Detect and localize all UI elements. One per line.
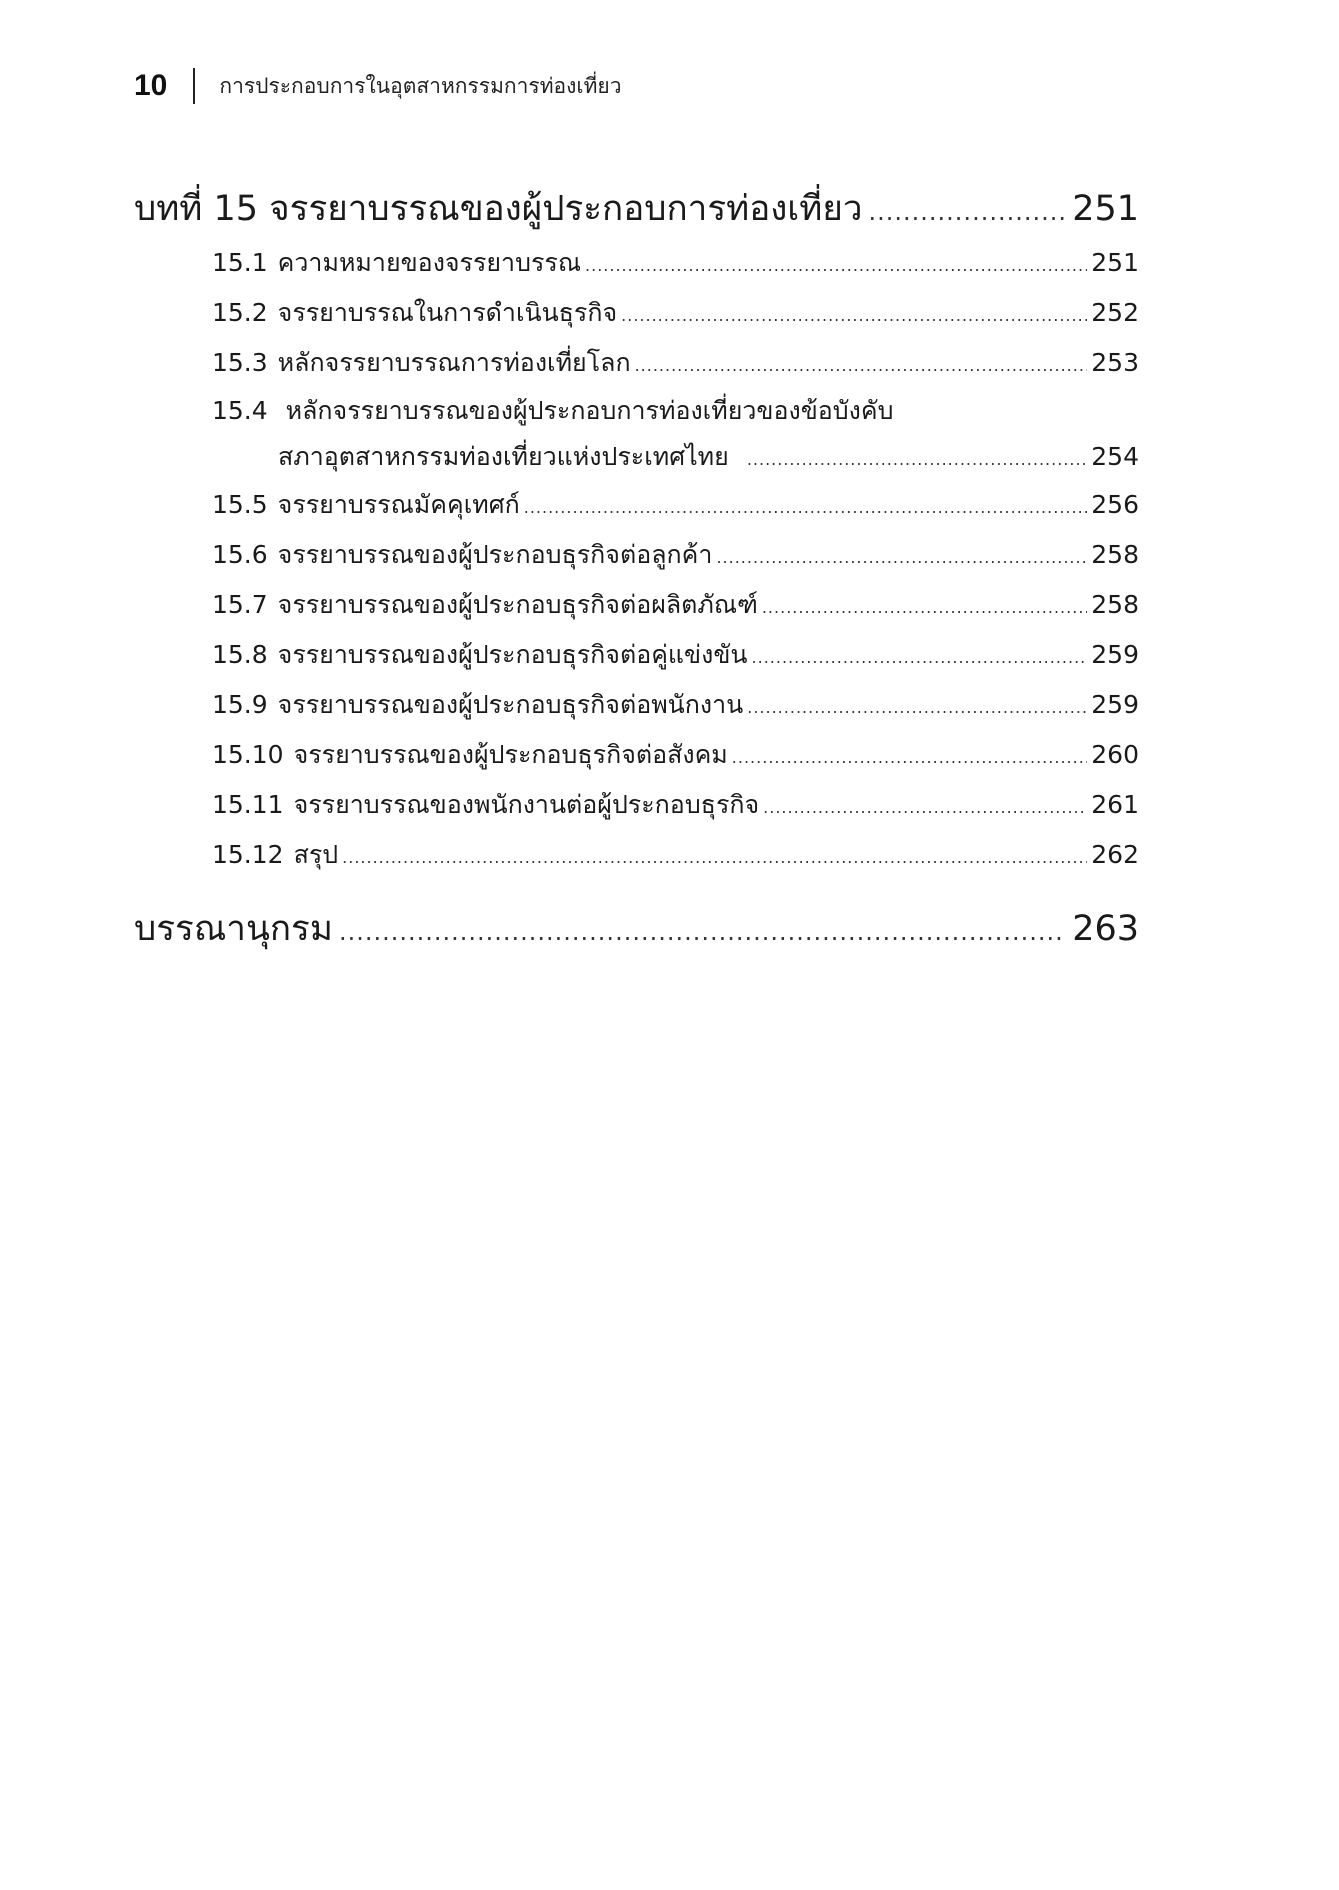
section-title: หลักจรรยาบรรณการท่องเที่ยโลก <box>277 348 631 377</box>
section-number: 15.1 <box>212 248 268 277</box>
page-number: 10 <box>134 69 168 102</box>
running-title: การประกอบการในอุตสาหกรรมการท่องเที่ยว <box>219 73 622 98</box>
dot-leader <box>763 783 1087 833</box>
header-divider <box>193 68 195 104</box>
section-title: จรรยาบรรณของผู้ประกอบธุรกิจต่อสังคม <box>293 740 728 769</box>
dot-leader <box>732 733 1087 783</box>
toc-section-entry <box>134 338 1139 388</box>
section-number: 15.4 <box>212 396 268 425</box>
dot-leader <box>762 583 1087 633</box>
toc-section-entry <box>134 530 1139 580</box>
table-of-contents <box>134 180 1139 958</box>
dot-leader <box>635 341 1088 391</box>
chapter-page-number: 251 <box>1072 189 1139 229</box>
dot-leader <box>716 533 1087 583</box>
section-page-number: 258 <box>1091 540 1139 569</box>
section-number: 15.3 <box>212 348 268 377</box>
toc-section-entry <box>134 730 1139 780</box>
section-title: จรรยาบรรณของผู้ประกอบธุรกิจต่อพนักงาน <box>277 690 744 719</box>
section-title: จรรยาบรรณของผู้ประกอบธุรกิจต่อผลิตภัณฑ์ <box>277 590 758 619</box>
bibliography-title: บรรณานุกรม <box>134 909 333 949</box>
toc-section-entry <box>134 238 1139 288</box>
toc-section-entry <box>134 480 1139 530</box>
section-title: จรรยาบรรณของผู้ประกอบธุรกิจต่อคู่แข่งขัน <box>277 640 748 669</box>
section-number: 15.7 <box>212 590 268 619</box>
dot-leader <box>342 833 1087 883</box>
dot-leader <box>621 291 1087 341</box>
section-page-number: 262 <box>1091 840 1139 869</box>
section-page-number: 259 <box>1091 690 1139 719</box>
section-title: จรรยาบรรณมัคคุเทศก์ <box>277 490 520 519</box>
section-title: ความหมายของจรรยาบรรณ <box>277 248 582 277</box>
dot-leader <box>747 437 1087 483</box>
section-number: 15.5 <box>212 490 268 519</box>
section-title: หลักจรรยาบรรณของผู้ประกอบการท่องเที่ยวของข้อบังคับ <box>285 396 894 425</box>
dot-leader <box>869 183 1067 241</box>
section-number: 15.2 <box>212 298 268 327</box>
section-page-number: 256 <box>1091 490 1139 519</box>
section-page-number: 258 <box>1091 590 1139 619</box>
dot-leader <box>524 483 1088 533</box>
section-page-number: 253 <box>1091 348 1139 377</box>
toc-section-entry <box>134 630 1139 680</box>
section-title-continued: สภาอุตสาหกรรมท่องเที่ยวแห่งประเทศไทย <box>278 442 729 471</box>
section-page-number: 254 <box>1091 442 1139 471</box>
section-number: 15.11 <box>212 790 284 819</box>
toc-section-entry <box>134 388 1139 480</box>
dot-leader <box>747 683 1087 733</box>
section-number: 15.8 <box>212 640 268 669</box>
bibliography-page-number: 263 <box>1072 909 1139 949</box>
toc-section-entry <box>134 830 1139 880</box>
section-number: 15.9 <box>212 690 268 719</box>
chapter-title: บทที่ 15 จรรยาบรรณของผู้ประกอบการท่องเที่ยว <box>134 189 863 229</box>
section-page-number: 252 <box>1091 298 1139 327</box>
section-title-line-1 <box>212 388 1139 434</box>
section-page-number: 251 <box>1091 248 1139 277</box>
section-title: สรุป <box>293 840 339 869</box>
toc-section-entry <box>134 780 1139 830</box>
section-number: 15.6 <box>212 540 268 569</box>
toc-section-entry <box>134 580 1139 630</box>
dot-leader <box>339 903 1066 961</box>
toc-section-entry <box>134 288 1139 338</box>
page-header <box>134 66 622 106</box>
section-page-number: 259 <box>1091 640 1139 669</box>
toc-back-matter-entry <box>134 900 1139 958</box>
section-page-number: 260 <box>1091 740 1139 769</box>
dot-leader <box>585 241 1087 291</box>
toc-chapter-entry <box>134 180 1139 238</box>
section-title: จรรยาบรรณในการดำเนินธุรกิจ <box>277 298 618 327</box>
section-page-number: 261 <box>1091 790 1139 819</box>
section-title: จรรยาบรรณของพนักงานต่อผู้ประกอบธุรกิจ <box>293 790 760 819</box>
section-number: 15.12 <box>212 840 284 869</box>
section-number: 15.10 <box>212 740 284 769</box>
toc-section-entry <box>134 680 1139 730</box>
section-title: จรรยาบรรณของผู้ประกอบธุรกิจต่อลูกค้า <box>277 540 713 569</box>
dot-leader <box>752 633 1088 683</box>
section-title-line-2 <box>212 434 1139 480</box>
